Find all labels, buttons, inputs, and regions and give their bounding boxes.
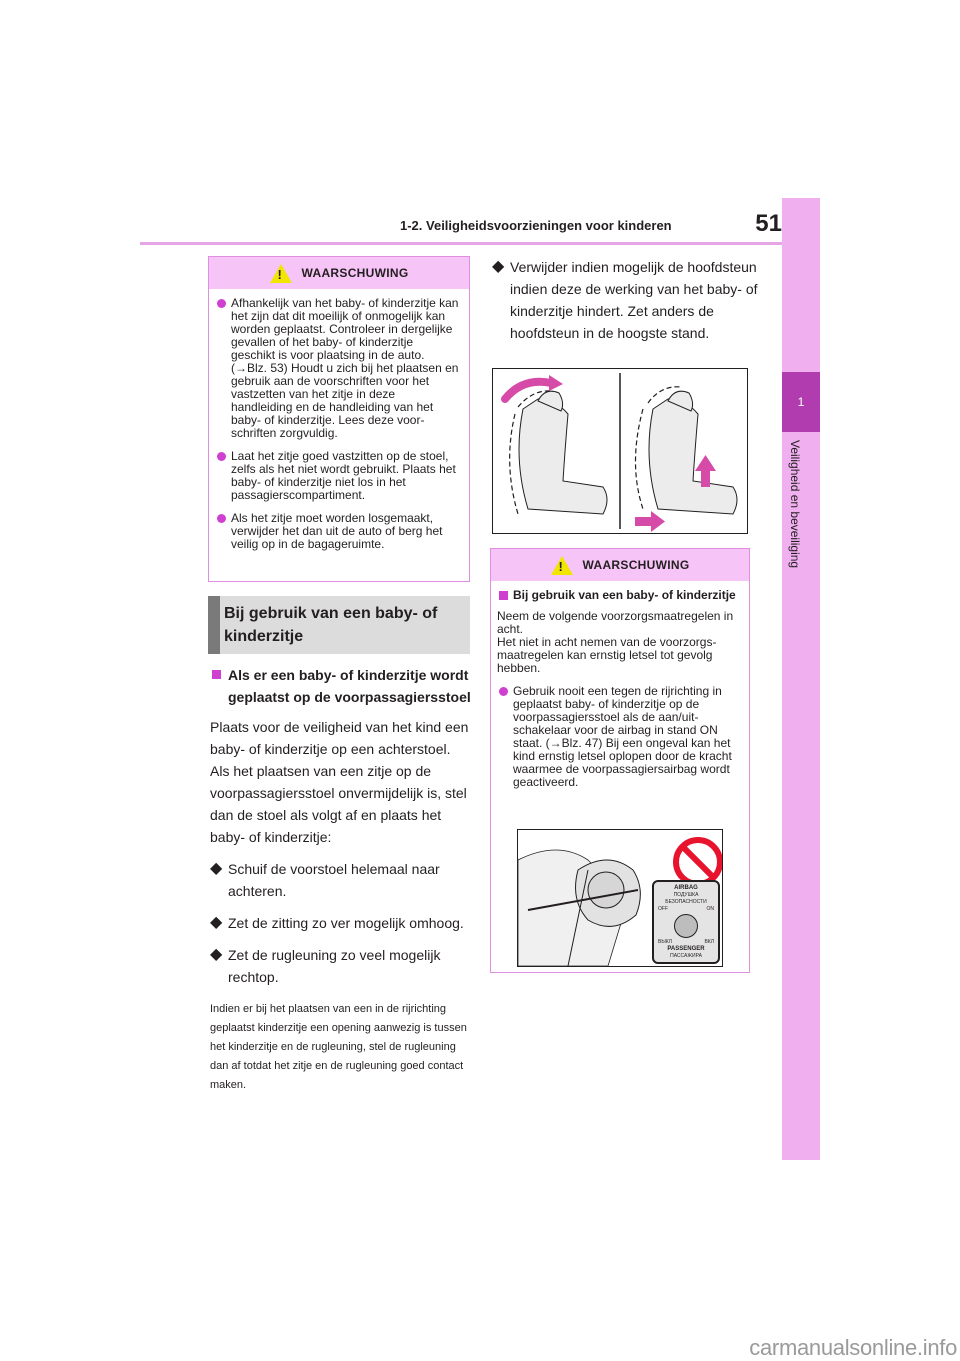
warning-subtitle: Bij gebruik van een baby- of kinderzitje [497,589,739,602]
diamond-bullet-icon: ◆ [492,258,505,275]
footer-watermark-url[interactable]: carmanualsonline.info [749,1335,957,1360]
square-bullet-icon [499,591,508,600]
diamond-bullet-icon: ◆ [210,914,223,931]
seat-adjustment-illustration [492,368,748,534]
step-item: ◆ Zet de rugleuning zo veel mogelijk rechtop. [210,946,441,985]
chapter-tab[interactable]: 1 [782,372,820,432]
seat-right-icon [635,387,737,532]
section-heading: Bij gebruik van een baby- of kinderzitje [224,605,438,645]
step-item-headrest: ◆ Verwijder indien mogelijk de hoofdsteun indien deze de werking van het baby- of kinderzitje hindert. Zet anders de hoofdsteun in de hoogste stand. [492,258,758,341]
warning-header [491,549,749,581]
airbag-switch-label: AIRBAG ПОДУШКА БЕЗОПАСНОСТИ OFF ON ВЫКЛ ВКЛ PASSENGER ПАССАЖИРА [652,880,720,964]
bullet-icon [499,687,508,696]
chapter-label: Veiligheid en beveiliging [788,440,802,569]
airbag-key-switch-icon [674,914,698,938]
warning-title: WAARSCHUWING [582,558,690,572]
diamond-bullet-icon: ◆ [210,860,223,877]
subsection-intro: Plaats voor de veiligheid van het kind een baby- of kinderzitje op een achterstoel. Als het plaatsen van een zitje op de voorpassagiersstoel onvermijdelijk is, stel dan de stoel als volgt af en plaats het baby- of kinderzitje: [210,719,469,845]
warning-box-1 [208,256,470,582]
heading-bar [208,596,220,654]
warning-box-2 [490,548,750,973]
seat-left-icon [505,375,607,514]
seat-drawing [493,369,747,533]
warning-item: Afhankelijk van het baby- of kinderzitje kan het zijn dat dit moeilijk of onmogelijk kan worden geplaatst. Controleer in dergelijke gevallen of het baby- of kinderzitje geschikt is voor plaatsing in de auto. (→Blz. 53) Houdt u zich bij het plaatsen en gebruik aan de voorschriften voor het vastzetten van het zitje in deze handleiding en de handleiding van het baby- of kinderzitje. Lees deze voorschriften zorgvuldig. [215,297,459,440]
left-column [210,664,472,1095]
warning-title: WAARSCHUWING [301,266,409,280]
bullet-icon [217,299,226,308]
section-title: 1-2. Veiligheidsvoorzieningen voor kinderen [400,218,672,233]
page-number: 51 [755,210,782,237]
warning-item: Gebruik nooit een tegen de rijrichting in geplaatst baby- of kinderzitje op de voorpassagiersstoel als de aan/uitschakelaar voor de airbag in stand ON staat. (→Blz. 47) Bij een ongeval kan het kind ernstig letsel oplopen door de kracht waarmee de voorpassagiersairbag wordt geactiveerd. [497,685,739,789]
warning-item: Laat het zitje goed vastzitten op de stoel, zelfs als het niet wordt gebruikt. Plaats het baby- of kinderzitje niet los in het passagierscompartiment. [215,450,459,502]
warning-item: Als het zitje moet worden losgemaakt, verwijder het dan uit de auto of berg het veilig op in de bagageruimte. [215,512,459,551]
note-text: Indien er bij het plaatsen van een in de rijrichting geplaatst kinderzitje een opening aanwezig is tussen het kinderzitje en de rugleuning, stel de rugleuning dan af totdat het zitje en de rugleuning goed contact maken. [210,1003,467,1091]
warning-intro: Neem de volgende voorzorgsmaatregelen in acht. Het niet in acht nemen van de voorzorgsmaatregelen kan ernstig letsel tot gevolg hebben. [497,609,734,675]
header-rule [140,242,782,245]
warning-triangle-icon [551,556,573,575]
diamond-bullet-icon: ◆ [210,946,223,963]
subsection-title: Als er een baby- of kinderzitje wordt geplaatst op de voorpassagiersstoel [210,664,472,708]
step-item: ◆ Schuif de voorstoel helemaal naar achteren. [210,860,440,899]
airbag-illustration [517,829,723,967]
bullet-icon [217,514,226,523]
warning-header [209,257,469,289]
square-bullet-icon [212,670,221,679]
side-tab-band [782,198,820,1160]
warning-triangle-icon [270,264,292,283]
step-item: ◆ Zet de zitting zo ver mogelijk omhoog. [210,912,472,934]
bullet-icon [217,452,226,461]
